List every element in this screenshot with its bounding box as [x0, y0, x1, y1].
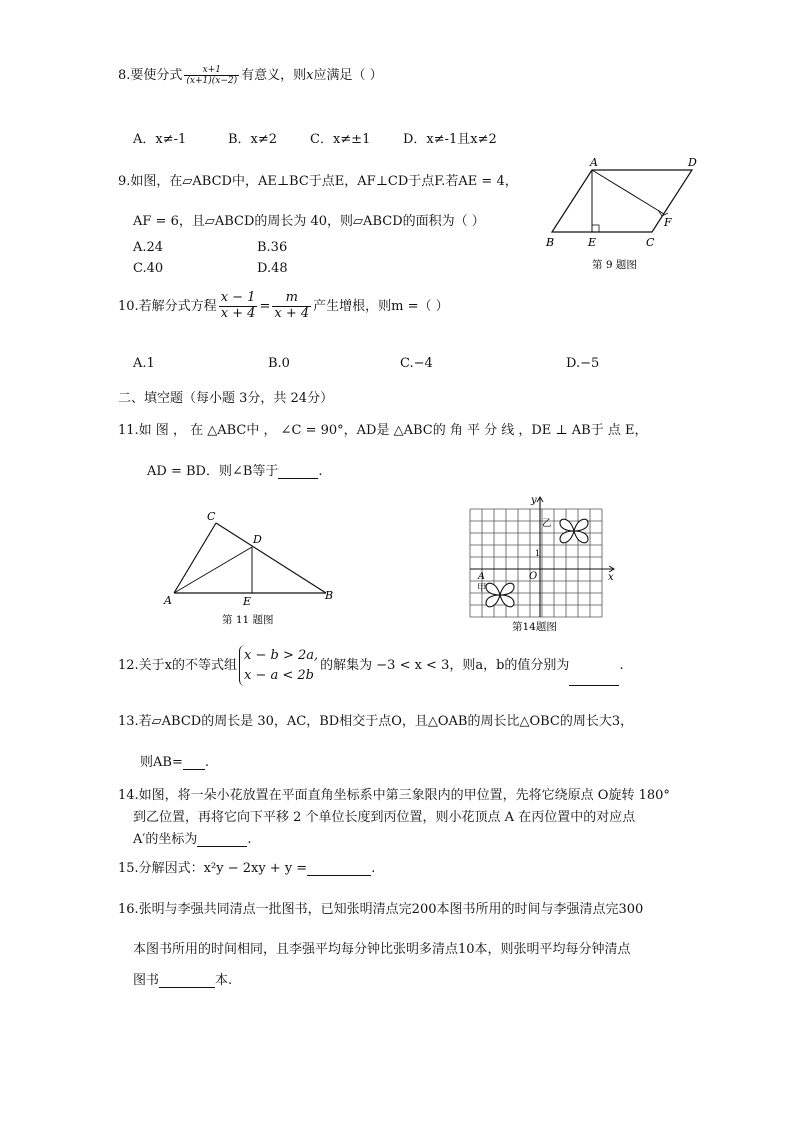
question-15: 15.分解因式：x²y − 2xy + y = . [118, 861, 376, 876]
q14-label-a: A [478, 571, 485, 582]
q14-line1: 14.如图，将一朵小花放置在平面直角坐标系中第三象限内的甲位置，先将它绕原点 O旋转 180° [118, 788, 670, 803]
q16-line2: 本图书所用的时间相同，且李强平均每分钟比张明多清点10本，则张明平均每分钟清点 [133, 942, 631, 957]
q9-label-d: D [688, 156, 697, 169]
q13-line2: 则AB= . [140, 755, 209, 770]
q10-option-d: D.−5 [566, 356, 600, 371]
q14-line2: 到乙位置，再将它向下平移 2 个单位长度到丙位置，则小花顶点 A 在丙位置中的对应点 [133, 810, 636, 825]
question-8: 8.要使分式 $\frac{x+1}{(x+1)(x-2)}$ 有意义，则x应满足（ ） [118, 64, 383, 86]
q16-answer-blank[interactable] [159, 987, 215, 988]
q10-option-c: C.−4 [400, 356, 433, 371]
q8-option-a: A．x≠-1 [133, 132, 187, 147]
q14-label-yi: 乙 [542, 518, 552, 529]
q8-option-b: B．x≠2 [228, 132, 278, 147]
q13-answer-blank[interactable] [183, 769, 205, 770]
q10-lhs-fraction: $\frac{x - 1}{x + 4}$ [220, 290, 256, 321]
q10-rhs-fraction: $\frac{m}{x + 4}$ [274, 290, 310, 321]
q9-caption: 第 9 题图 [592, 259, 637, 271]
q11-answer-blank[interactable] [278, 478, 318, 479]
q11-label-b: B [325, 589, 334, 602]
q11-triangle-figure [160, 505, 350, 633]
q14-caption: 第14题图 [512, 621, 557, 633]
q8-prefix: 8.要使分式 [118, 68, 183, 83]
q14-line3: A′的坐标为 . [133, 832, 252, 847]
q9-option-d: D.48 [257, 261, 288, 276]
q14-label-o: O [529, 571, 538, 582]
flower-yi [560, 519, 588, 543]
q11-caption: 第 11 题图 [222, 614, 274, 626]
q9-label-f: F [664, 216, 672, 229]
q9-label-a: A [590, 156, 598, 169]
q11-line2: AD = BD．则∠B等于 . [147, 464, 323, 479]
flower-jia [486, 583, 514, 607]
q9-label-b: B [546, 236, 555, 249]
q14-label-x: x [608, 572, 614, 583]
q16-line1: 16.张明与李强共同清点一批图书，已知张明清点完200本图书所用的时间与李强清点完300 [118, 902, 644, 917]
q9-label-e: E [588, 236, 597, 249]
q9-line1: 9.如图，在▱ABCD中，AE⊥BC于点E，AF⊥CD于点F.若AE = 4， [118, 174, 518, 189]
q12-inequality-system: x − b > 2a, x − a < 2b [239, 645, 318, 686]
question-12: 12.关于x的不等式组 x − b > 2a, x − a < 2b 的解集为 −3 < x < 3，则a，b的值分别为 . [118, 645, 624, 686]
q14-label-jia: 甲 [477, 583, 487, 594]
q14-label-one: 1 [535, 549, 541, 558]
q9-label-c: C [646, 236, 655, 249]
q10-option-b: B.0 [268, 356, 290, 371]
q14-label-y: y [531, 495, 537, 506]
question-10: 10.若解分式方程 $\frac{x - 1}{x + 4}$ = $\frac{m}{x + 4}$ 产生增根，则m =（ ） [118, 290, 449, 321]
q11-label-c: C [207, 510, 216, 523]
q15-answer-blank[interactable] [307, 875, 371, 876]
q9-line2: AF = 6，且▱ABCD的周长为 40，则▱ABCD的面积为（ ） [133, 214, 485, 229]
q11-label-a: A [164, 594, 172, 607]
q8-option-c: C．x≠±1 [310, 132, 371, 147]
q11-line1: 11.如 图 ， 在 △ABC中 ， ∠C = 90°，AD是 △ABC的 角 平 分 线 ，DE ⊥ AB于 点 E， [118, 423, 648, 438]
q14-answer-blank[interactable] [197, 846, 247, 847]
q12-answer-blank[interactable] [569, 685, 619, 686]
q9-option-b: B.36 [257, 240, 288, 255]
q14-grid-figure [466, 493, 622, 633]
q9-option-a: A.24 [133, 240, 164, 255]
q9-option-c: C.40 [133, 261, 164, 276]
q10-option-a: A.1 [133, 356, 155, 371]
q8-option-d: D．x≠-1且x≠2 [403, 132, 497, 147]
q8-fraction: $\frac{x+1}{(x+1)(x-2)}$ [186, 64, 238, 86]
q16-line3: 图书 本. [133, 973, 233, 988]
q9-parallelogram-figure [540, 152, 710, 277]
q11-label-e: E [243, 595, 252, 608]
q13-line1: 13.若▱ABCD的周长是 30，AC，BD相交于点O，且△OAB的周长比△OBC的周长大3， [118, 714, 634, 729]
section-2-title: 二、填空题（每小题 3分，共 24分） [118, 391, 334, 406]
q11-label-d: D [253, 533, 262, 546]
